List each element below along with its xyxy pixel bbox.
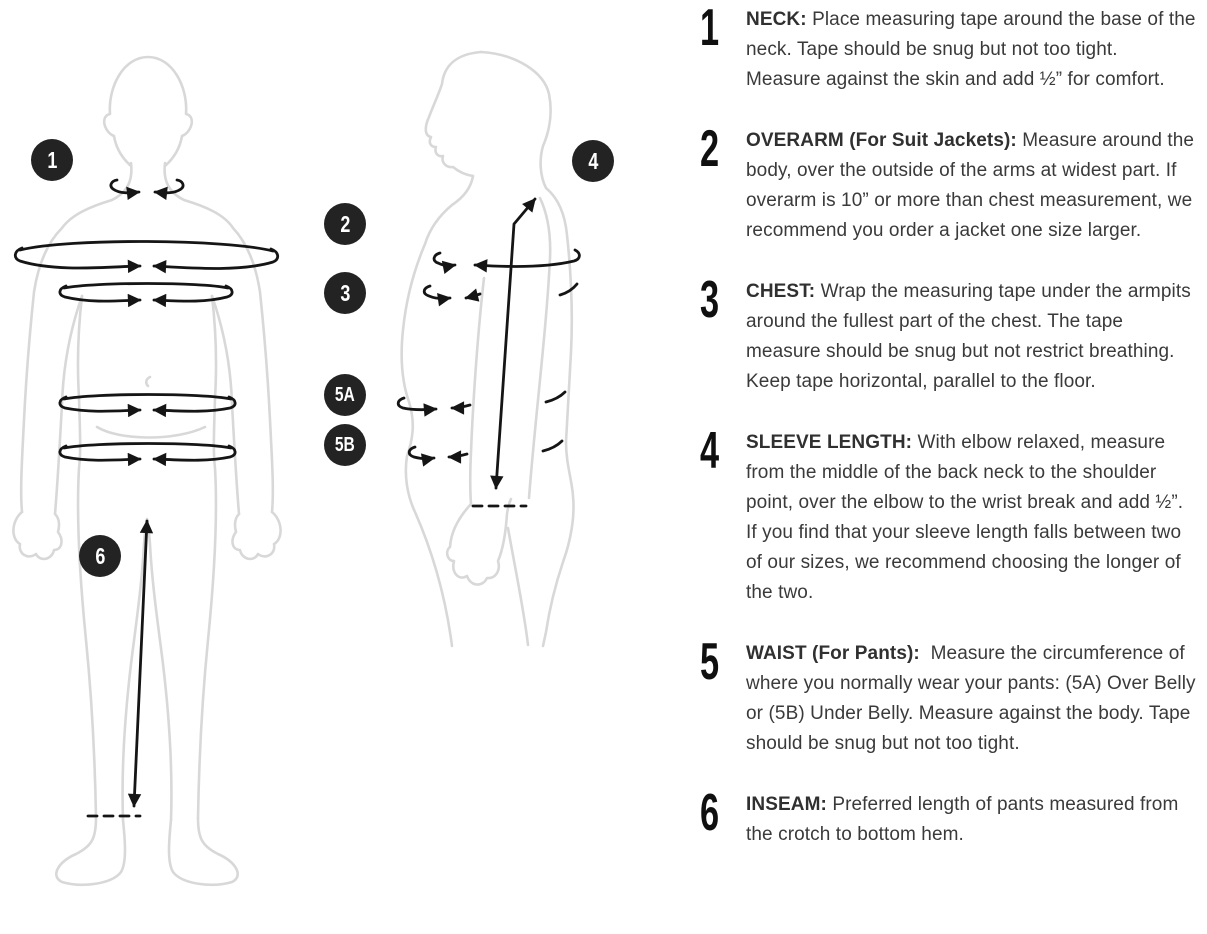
side-body-outline [402,52,574,646]
instruction-item-sleeve-length [700,422,1200,608]
instruction-title: SLEEVE LENGTH: [746,432,913,453]
instruction-item-inseam [700,784,1200,850]
instruction-text [746,277,1200,397]
instruction-text [746,5,1200,95]
badge-waist-over-belly [324,374,366,416]
badge-overarm [324,203,366,245]
instructions-list [700,0,1200,850]
waist-over-belly-band-side [398,392,565,410]
badge-overarm-label: 2 [340,210,350,237]
instruction-item-neck [700,0,1200,95]
instruction-text [746,428,1200,608]
overarm-measure-band-side [434,250,579,266]
chest-measure-band [60,284,232,302]
instruction-item-waist [700,633,1200,759]
instruction-number: 2 [700,120,720,178]
waist-over-belly-band [60,395,235,412]
measurement-marks [15,180,579,816]
badge-neck-label: 1 [47,146,57,173]
badge-sleeve-length-label: 4 [588,147,598,174]
waist-under-belly-band [60,444,235,461]
instruction-number: 1 [700,0,720,57]
instruction-title: NECK: [746,9,807,30]
instruction-description: Place measuring tape around the base of the neck. Tape should be snug but not too tight. Measure against the skin and add ½” for comfort. [746,9,1196,90]
instruction-title: INSEAM: [746,794,827,815]
instruction-number: 6 [700,784,720,842]
badge-waist-under-belly-label: 5B [335,433,355,456]
instruction-description: Preferred length of pants measured from the crotch to bottom hem. [746,794,1179,845]
instruction-description: Wrap the measuring tape under the armpits around the fullest part of the chest. The tape measure should be snug but not restrict breathing. Keep tape horizontal, parallel to the floor. [746,281,1191,392]
front-body-outline [13,57,280,885]
badge-chest [324,272,366,314]
instruction-description: Measure around the body, over the outside of the arms at widest part. If overarm is 10” or more than chest measurement, we recommend you order a jacket one size larger. [746,130,1195,241]
sleeve-length-arrow [473,199,535,506]
badge-waist-under-belly [324,424,366,466]
instruction-title: OVERARM (For Suit Jackets): [746,130,1017,151]
badge-chest-label: 3 [340,279,350,306]
badge-inseam-label: 6 [95,542,105,569]
instruction-number: 4 [700,422,720,480]
badge-waist-over-belly-label: 5A [335,383,355,406]
waist-under-belly-band-side [409,441,562,459]
badge-inseam [79,535,121,577]
instruction-description: Measure the circumference of where you normally wear your pants: (5A) Over Belly or (5B) Under Belly. Measure against the body. Tape should be snug but not too tight. [746,643,1196,754]
badge-neck [31,139,73,181]
badge-sleeve-length [572,140,614,182]
instruction-number: 5 [700,633,720,691]
instruction-title: WAIST (For Pants): [746,643,920,664]
instruction-item-chest [700,271,1200,397]
instruction-title: CHEST: [746,281,816,302]
instruction-text [746,126,1200,246]
instruction-description: With elbow relaxed, measure from the middle of the back neck to the shoulder point, over the elbow to the wrist break and add ½”. If you find that your sleeve length falls between two of our sizes, we recommend choosing the longer of the two. [746,432,1184,603]
instruction-item-overarm [700,120,1200,246]
instruction-text [746,790,1200,850]
instruction-text [746,639,1200,759]
overarm-measure-band [15,241,277,268]
instruction-number: 3 [700,271,720,329]
chest-measure-band-side [424,284,577,299]
